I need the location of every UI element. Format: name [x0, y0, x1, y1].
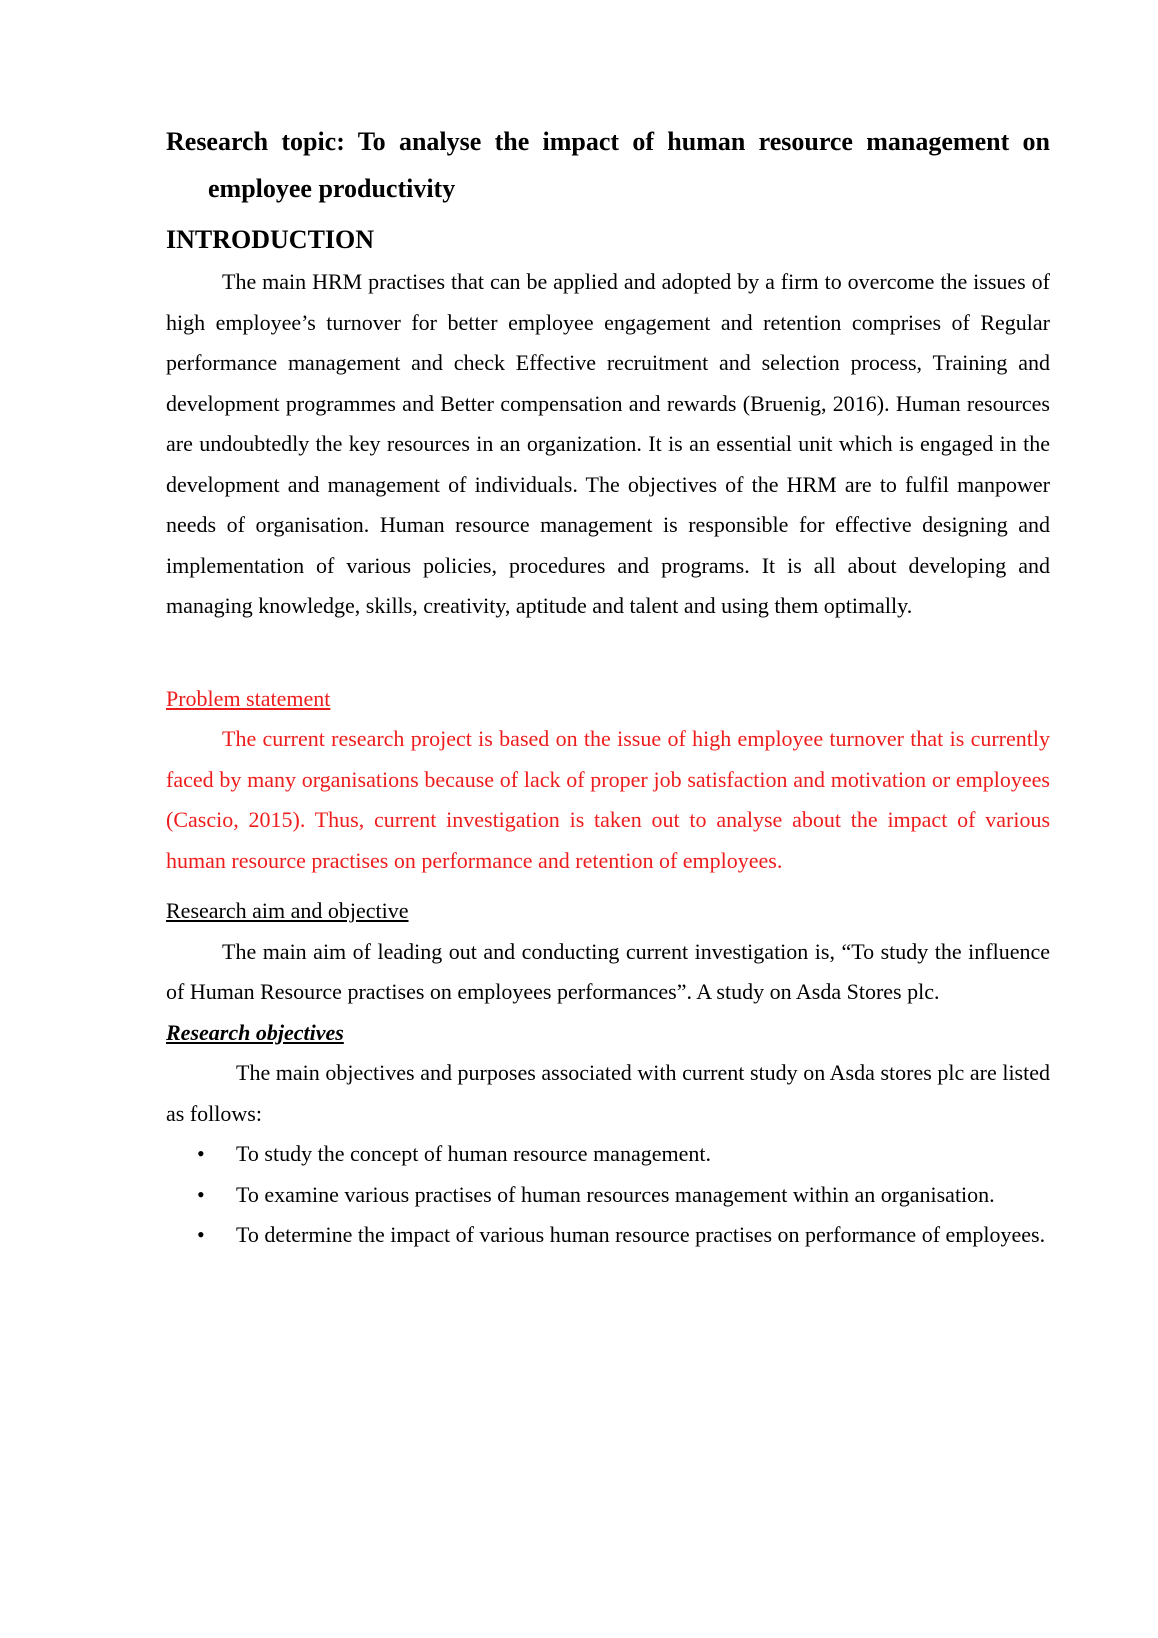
research-objectives-heading: Research objectives — [166, 1019, 344, 1045]
objective-text: To examine various practises of human resources management within an organisation. — [236, 1181, 995, 1207]
section-spacer — [166, 881, 1050, 891]
introduction-heading: INTRODUCTION — [166, 225, 375, 254]
objectives-list — [166, 1134, 1050, 1256]
section-spacer — [166, 627, 1050, 679]
problem-statement-paragraph: The current research project is based on the issue of high employee turnover that is currently faced by many organisations because of lack of proper job satisfaction and motivation or employees (Cascio, 2015). Thus, current investigation is taken out to analyse about the impact of various human resource practises on performance and retention of employees. — [166, 726, 1050, 873]
document-page — [166, 118, 1050, 1256]
bullet-icon: • — [197, 1181, 205, 1207]
bullet-icon: • — [197, 1222, 205, 1247]
objective-text: To determine the impact of various human resource practises on performance of employees. — [236, 1222, 1046, 1247]
list-item — [166, 1175, 1050, 1216]
list-item — [166, 1215, 1050, 1256]
bullet-icon: • — [197, 1141, 205, 1166]
research-topic-title: Research topic: To analyse the impact of human resource management on employee productivity — [166, 127, 1050, 203]
research-objectives-intro: The main objectives and purposes associated with current study on Asda stores plc are listed as follows: — [166, 1060, 1050, 1126]
objective-text: To study the concept of human resource management. — [236, 1141, 711, 1166]
research-aim-heading: Research aim and objective — [166, 898, 409, 923]
research-aim-paragraph: The main aim of leading out and conducting current investigation is, “To study the influence of Human Resource practises on employees performances”. A study on Asda Stores plc. — [166, 938, 1050, 1004]
introduction-paragraph: The main HRM practises that can be applied and adopted by a firm to overcome the issues of high employee’s turnover for better employee engagement and retention comprises of Regular performance management and check Effective recruitment and selection process, Training and development programmes and Better compensation and rewards (Bruenig, 2016). Human resources are undoubtedly the key resources in an organization. It is an essential unit which is engaged in the development and management of individuals. The objectives of the HRM are to fulfil manpower needs of organisation. Human resource management is responsible for effective designing and implementation of various policies, procedures and programs. It is all about developing and managing knowledge, skills, creativity, aptitude and talent and using them optimally. — [166, 269, 1050, 618]
list-item — [166, 1134, 1050, 1175]
problem-statement-heading: Problem statement — [166, 685, 331, 711]
